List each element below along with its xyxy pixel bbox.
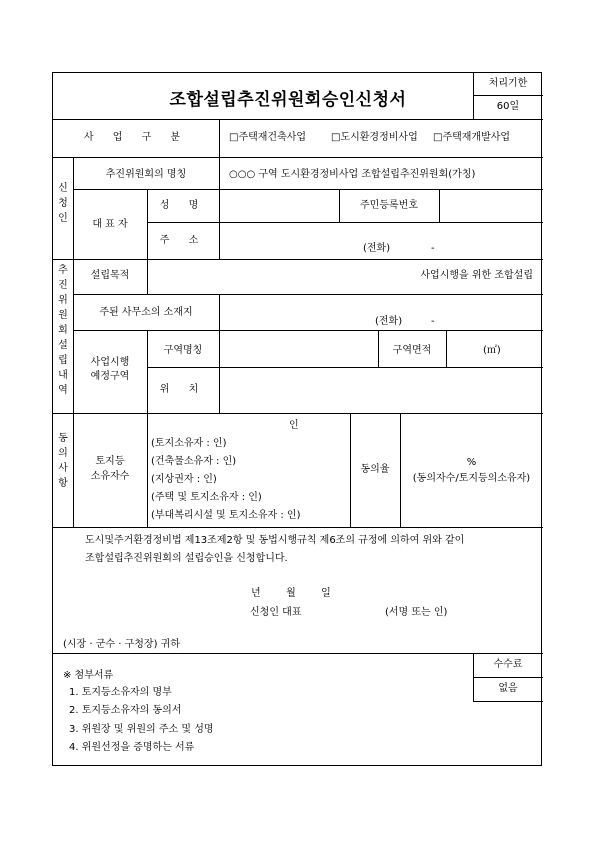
option-housing-reconstruction[interactable]: □ 주택재건축사업: [229, 132, 306, 144]
zone-area-unit[interactable]: (㎡): [483, 345, 501, 356]
consent-section-label: 동의사항: [58, 433, 68, 489]
application-date[interactable]: 년 월 일: [251, 588, 331, 599]
statement-line1: 도시및주거환경정비법 제13조제2항 및 동법시행규칙 제6조의 규정에 의하여 위와 같이: [85, 535, 465, 546]
purpose-value[interactable]: 사업시행을 위한 조합설립: [420, 270, 533, 281]
signature-field[interactable]: (서명 또는 인): [385, 607, 448, 618]
committee-name-value[interactable]: ○○○ 구역 도시환경정비사업 조합설립추진위원회(가칭): [229, 169, 476, 180]
zone-name-field[interactable]: [220, 331, 377, 367]
statement-line2: 조합설립추진위원회의 설립승인을 신청합니다.: [85, 553, 288, 564]
processing-deadline-value: 60일: [496, 101, 520, 112]
owners-building-line[interactable]: (건축물소유자 : 인): [151, 456, 237, 467]
consent-rate-unit[interactable]: %: [466, 457, 477, 468]
zone-label-line2: 예정구역: [90, 371, 130, 382]
committee-name-label: 추진위원회의 명칭: [105, 169, 187, 180]
owners-label-line2: 소유자수: [90, 471, 130, 482]
applicant-phone-dash: -: [431, 243, 435, 254]
office-phone-dash: -: [431, 316, 435, 327]
owners-superficies-line[interactable]: (지상권자 : 인): [151, 474, 217, 485]
name-field[interactable]: [220, 190, 338, 222]
processing-deadline-label: 처리기한: [488, 78, 528, 89]
owners-house-land-line[interactable]: (주택 및 토지소유자 : 인): [151, 492, 262, 503]
location-field[interactable]: [220, 368, 542, 412]
owners-label-line1: 토지등: [95, 456, 125, 467]
resident-number-field[interactable]: [440, 190, 542, 222]
committee-section-label: 추진위원회설립내역: [58, 265, 68, 396]
fee-label: 수수료: [493, 659, 523, 670]
attachments-title: ※ 첨부서류: [63, 670, 114, 681]
representative-label: 대 표 자: [92, 219, 128, 230]
zone-area-label: 구역면적: [392, 345, 432, 356]
consent-rate-label: 동의율: [360, 464, 390, 475]
option-urban-environment[interactable]: □ 도시환경정비사업: [331, 132, 418, 144]
applicant-phone-label: (전화): [363, 243, 391, 254]
form-title: 조합설립추진위원회승인신청서: [169, 90, 407, 110]
attachment-item: 3. 위원장 및 위원의 주소 및 성명: [69, 724, 214, 735]
signer-label: 신청인 대표: [250, 607, 302, 618]
attachment-item: 4. 위원선정을 증명하는 서류: [69, 742, 195, 753]
office-location-label: 주된 사무소의 소재지: [99, 307, 193, 318]
address-label: 주 소: [159, 235, 207, 246]
addressee: (시장 · 군수 · 구청장) 귀하: [63, 639, 180, 650]
business-type-label: 사 업 구 분: [83, 132, 189, 143]
purpose-label: 설립목적: [90, 270, 130, 281]
owners-land-line[interactable]: (토지소유자 : 인): [151, 438, 227, 449]
zone-name-label: 구역명칭: [163, 345, 203, 356]
office-phone-label: (전화): [375, 316, 403, 327]
owners-facility-land-line[interactable]: (부대복리시설 및 토지소유자 : 인): [151, 510, 301, 521]
resident-number-label: 주민등록번호: [360, 200, 418, 211]
location-label: 위 치: [159, 384, 207, 395]
name-label: 성 명: [159, 200, 207, 211]
application-form: [52, 72, 542, 766]
consent-rate-formula: (동의자수/토지등의소유자): [412, 473, 531, 484]
applicant-section-label: 신청인: [58, 183, 68, 224]
option-housing-redevelopment[interactable]: □ 주택재개발사업: [433, 132, 510, 144]
attachment-item: 1. 토지등소유자의 명부: [69, 687, 172, 698]
fee-value: 없음: [498, 683, 518, 694]
zone-label-line1: 사업시행: [90, 357, 130, 368]
attachment-item: 2. 토지등소유자의 동의서: [69, 705, 182, 716]
owners-total-line[interactable]: 인: [289, 420, 299, 431]
